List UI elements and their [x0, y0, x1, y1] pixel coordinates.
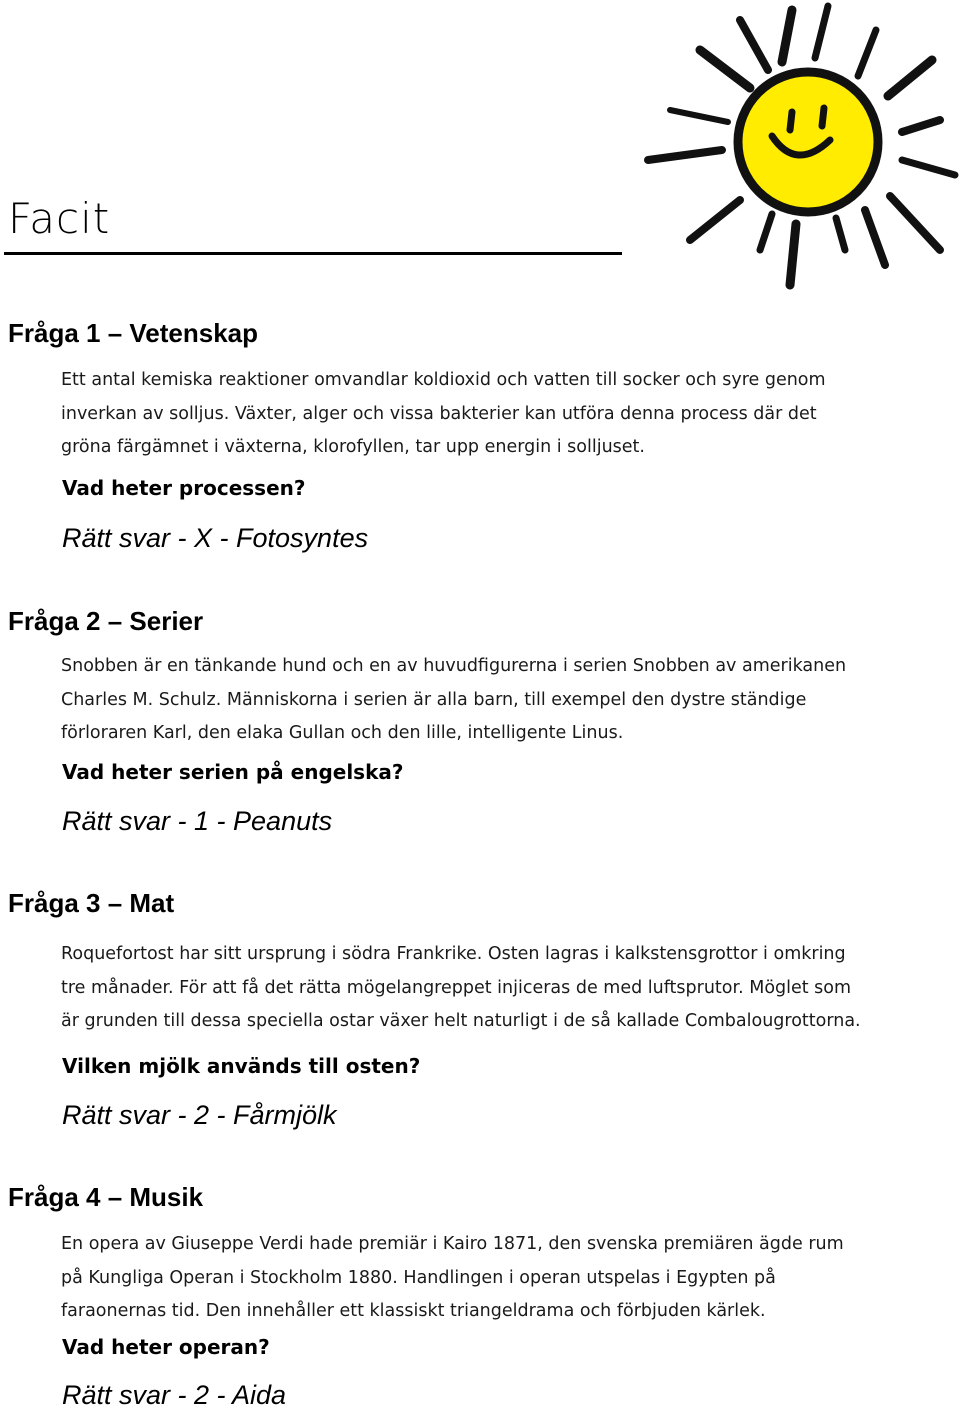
question-text: Snobben är en tänkande hund och en av huvudfigurerna i serien Snobben av amerikanen Charles M. Schulz. Människorna i serien är alla barn, till exempel den dystre ständige förloraren Karl, den elaka Gullan och den lille, intelligente Linus. — [61, 656, 847, 743]
question-heading: Fråga 3 – Mat — [8, 888, 175, 918]
answer-text: Rätt svar - 1 - Peanuts — [62, 806, 333, 836]
question-text: En opera av Giuseppe Verdi hade premiär i Kairo 1871, den svenska premiären ägde rum på Kungliga Operan i Stockholm 1880. Handlingen i operan utspelas i Egypten på faraonernas tid. Den innehåller ett klassiskt triangeldrama och förbjuden kärlek. — [61, 1234, 844, 1321]
answer-text: Rätt svar - X - Fotosyntes — [62, 523, 369, 553]
smiling-sun-icon — [640, 0, 960, 290]
question-heading: Fråga 2 – Serier — [8, 606, 204, 636]
question-prompt: Vad heter operan? — [62, 1335, 270, 1359]
answer-text: Rätt svar - 2 - Fårmjölk — [62, 1100, 337, 1130]
question-text: Roquefortost har sitt ursprung i södra Frankrike. Osten lagras i kalkstensgrottor i omkring tre månader. För att få det rätta mögelangreppet injiceras de med luftsprutor. Möglet som är grunden till dessa speciella ostar växer helt naturligt i de så kallade Combalougrottorna. — [61, 944, 861, 1031]
answer-text: Rätt svar - 2 - Aida — [62, 1380, 287, 1410]
page-title: Facit — [8, 194, 111, 243]
question-heading: Fråga 4 – Musik — [8, 1182, 204, 1212]
title-underline — [4, 252, 622, 255]
question-prompt: Vilken mjölk används till osten? — [62, 1054, 421, 1078]
question-heading: Fråga 1 – Vetenskap — [8, 318, 259, 348]
question-prompt: Vad heter processen? — [62, 476, 306, 500]
question-prompt: Vad heter serien på engelska? — [62, 760, 404, 784]
question-text: Ett antal kemiska reaktioner omvandlar koldioxid och vatten till socker och syre genom inverkan av solljus. Växter, alger och vissa bakterier kan utföra denna process där det gröna färgämnet i växterna, klorofyllen, tar upp energin i solljuset. — [61, 370, 826, 457]
